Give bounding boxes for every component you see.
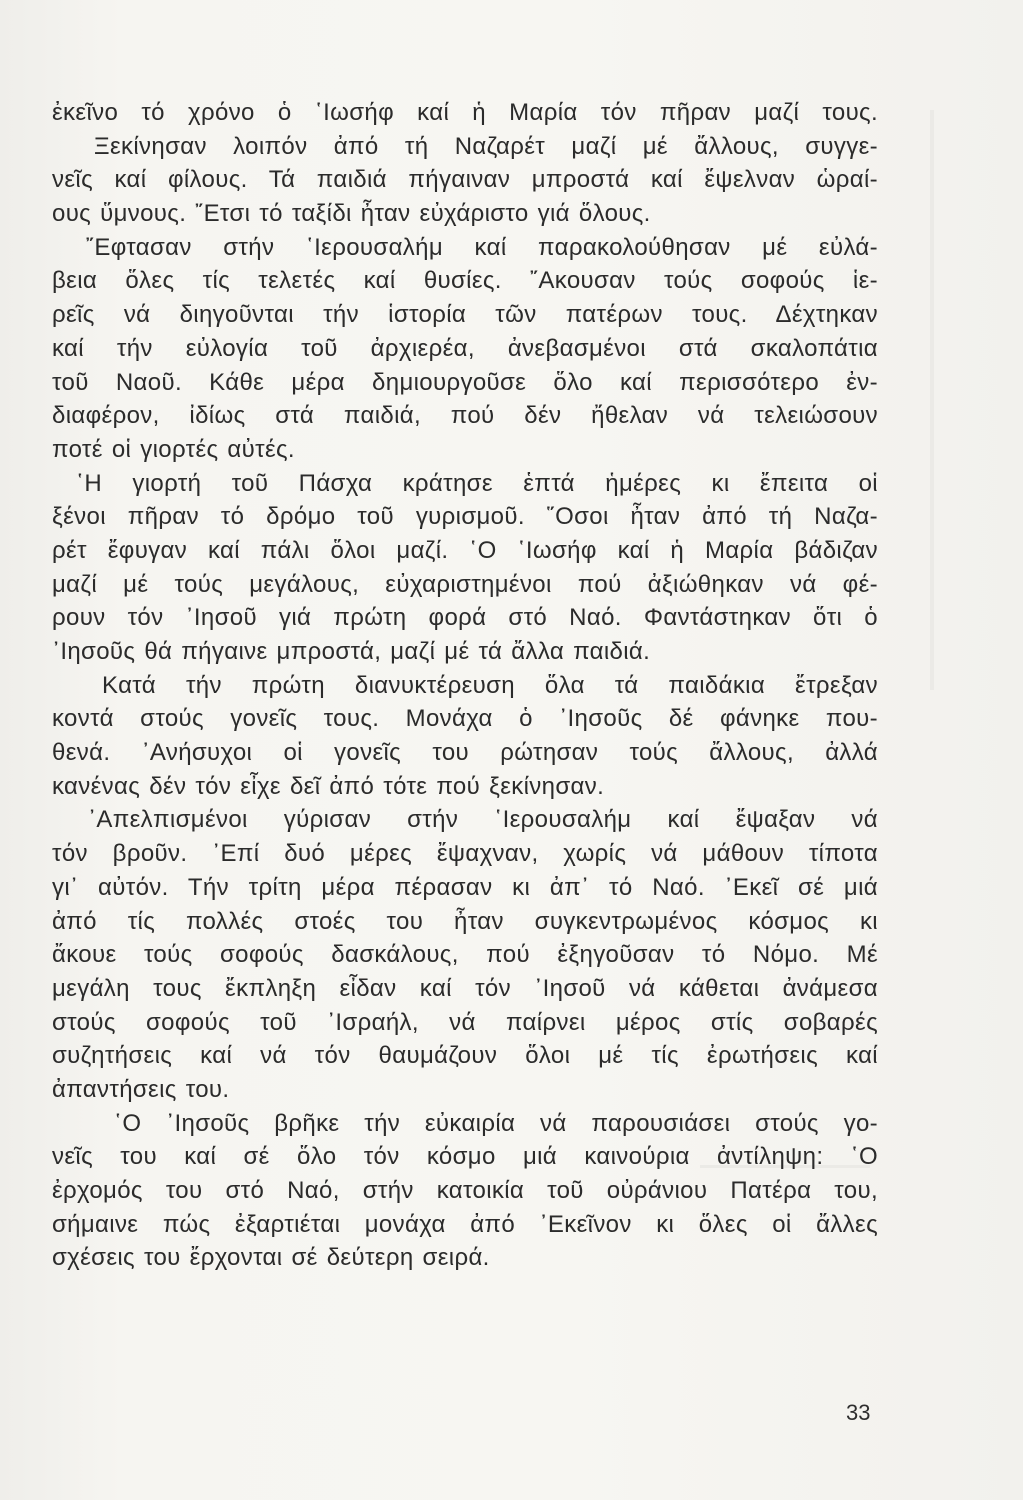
page-number: 33 (846, 1400, 871, 1425)
text-line: μεγάλη τους ἔκπληξη εἶδαν καί τόν ᾿Ιησοῦ νά κάθεται ἀνάμεσα (52, 974, 878, 1002)
text-line: ρεῖς νά διηγοῦνται τήν ἱστορία τῶν πατέρων τους. Δέχτηκαν (52, 301, 878, 329)
body-text (52, 96, 878, 1275)
text-line: ἄκουε τούς σοφούς δασκάλους, πού ἐξηγοῦσαν τό Νόμο. Μέ (52, 941, 878, 969)
text-line: ἀπό τίς πολλές στοές του ἦταν συγκεντρωμένος κόσμος κι (52, 907, 878, 935)
text-line: ρέτ ἔφυγαν καί πάλι ὅλοι μαζί. ῾Ο ῾Ιωσήφ καί ἡ Μαρία βάδιζαν (52, 536, 878, 564)
text-line: ποτέ οἱ γιορτές αὐτές. (52, 435, 295, 463)
text-line: καί τήν εὐλογία τοῦ ἀρχιερέα, ἀνεβασμένοι στά σκαλοπάτια (52, 334, 878, 362)
text-line: μαζί μέ τούς μεγάλους, εὐχαριστημένοι πού ἀξιώθηκαν νά φέ- (52, 570, 878, 598)
text-line: κοντά στούς γονεῖς τους. Μονάχα ὁ ᾿Ιησοῦς δέ φάνηκε που- (52, 705, 878, 733)
text-line: ῾Ο ᾿Ιησοῦς βρῆκε τήν εὐκαιρία νά παρουσιάσει στούς γο- (114, 1109, 878, 1137)
text-line: ἀπαντήσεις του. (52, 1075, 230, 1103)
text-line: διαφέρον, ἰδίως στά παιδιά, πού δέν ἤθελαν νά τελειώσουν (52, 402, 878, 430)
text-line: Κατά τήν πρώτη διανυκτέρευση ὅλα τά παιδάκια ἔτρεξαν (102, 671, 878, 699)
text-line: γι᾿ αὐτόν. Τήν τρίτη μέρα πέρασαν κι ἀπ᾿ τό Ναό. ᾿Εκεῖ σέ μιά (52, 873, 878, 901)
text-line: τοῦ Ναοῦ. Κάθε μέρα δημιουργοῦσε ὅλο καί περισσότερο ἐν- (52, 368, 878, 396)
text-line: τόν βροῦν. ᾿Επί δυό μέρες ἔψαχναν, χωρίς νά μάθουν τίποτα (52, 840, 878, 868)
text-line: ἐκεῖνο τό χρόνο ὁ ῾Ιωσήφ καί ἡ Μαρία τόν πῆραν μαζί τους. (52, 99, 878, 126)
text-line: ᾿Ιησοῦς θά πήγαινε μπροστά, μαζί μέ τά ἄλλα παιδιά. (52, 638, 651, 665)
text-line: ξένοι πῆραν τό δρόμο τοῦ γυρισμοῦ. ῞Οσοι ἦταν ἀπό τή Ναζα- (52, 503, 878, 531)
text-line: ῾Η γιορτή τοῦ Πάσχα κράτησε ἑπτά ἡμέρες κι ἔπειτα οἱ (76, 469, 878, 497)
text-line: βεια ὅλες τίς τελετές καί θυσίες. ῎Ακουσαν τούς σοφούς ἱε- (52, 267, 878, 295)
text-line: Ξεκίνησαν λοιπόν ἀπό τή Ναζαρέτ μαζί μέ ἄλλους, συγγε- (94, 132, 878, 160)
text-line: ους ὕμνους. ῎Ετσι τό ταξίδι ἦταν εὐχάριστο γιά ὅλους. (52, 200, 651, 228)
text-line: σήμαινε πώς ἐξαρτιέται μονάχα ἀπό ᾿Εκεῖνον κι ὅλες οἱ ἄλλες (52, 1210, 878, 1238)
text-line: ρουν τόν ᾿Ιησοῦ γιά πρώτη φορά στό Ναό. Φαντάστηκαν ὅτι ὁ (52, 604, 878, 632)
text-line: ᾿Απελπισμένοι γύρισαν στήν ῾Ιερουσαλήμ καί ἔψαξαν νά (88, 806, 878, 834)
text-line: ἐρχομός του στό Ναό, στήν κατοικία τοῦ οὐράνιου Πατέρα του, (52, 1177, 878, 1204)
bleed-through-mark (930, 110, 934, 690)
text-line: νεῖς του καί σέ ὅλο τόν κόσμο μιά καινούρια ἀντίληψη: ῾Ο (52, 1143, 878, 1171)
text-line: θενά. ᾿Ανήσυχοι οἱ γονεῖς του ρώτησαν τούς ἄλλους, ἀλλά (52, 739, 878, 767)
text-line: ῎Εφτασαν στήν ῾Ιερουσαλήμ καί παρακολούθησαν μέ εὐλά- (86, 233, 878, 261)
text-line: στούς σοφούς τοῦ ᾿Ισραήλ, νά παίρνει μέρος στίς σοβαρές (52, 1008, 878, 1036)
text-line: συζητήσεις καί νά τόν θαυμάζουν ὅλοι μέ τίς ἐρωτήσεις καί (52, 1042, 878, 1070)
text-line: κανένας δέν τόν εἶχε δεῖ ἀπό τότε πού ξεκίνησαν. (52, 772, 605, 800)
text-line: σχέσεις του ἔρχονται σέ δεύτερη σειρά. (52, 1244, 490, 1272)
text-line: νεῖς καί φίλους. Τά παιδιά πήγαιναν μπροστά καί ἔψελναν ὡραί- (52, 166, 878, 194)
